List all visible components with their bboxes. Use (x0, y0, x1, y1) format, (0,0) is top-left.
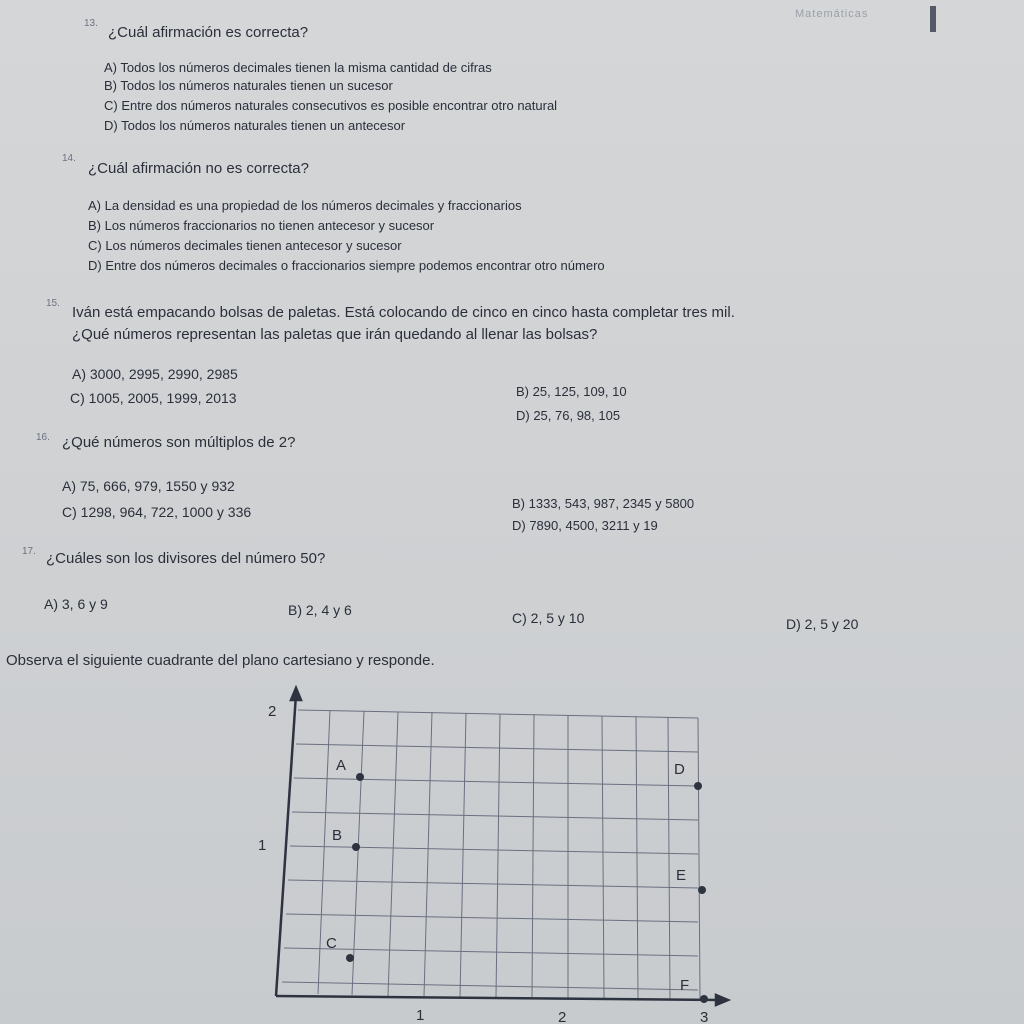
q16-option-d: D) 7890, 4500, 3211 y 19 (512, 518, 658, 533)
q15-stem-line1: Iván está empacando bolsas de paletas. Está colocando de cinco en cinco hasta completar tres mil. (72, 304, 735, 321)
q15-stem-line2: ¿Qué números representan las paletas que irán quedando al llenar las bolsas? (72, 326, 598, 343)
y-label-2: 2 (268, 703, 277, 720)
q17-number: 17. (22, 546, 36, 557)
point-label-e: E (676, 867, 687, 884)
point-b (352, 843, 360, 851)
q17-option-c: C) 2, 5 y 10 (512, 610, 585, 626)
q15-option-c: C) 1005, 2005, 1999, 2013 (70, 390, 237, 406)
q14-stem: ¿Cuál afirmación no es correcta? (88, 160, 309, 177)
point-label-f: F (680, 977, 690, 994)
q13-option-d: D) Todos los números naturales tienen un antecesor (104, 118, 406, 133)
q15-option-d: D) 25, 76, 98, 105 (516, 408, 621, 423)
point-label-b: B (332, 827, 343, 844)
point-f (700, 995, 708, 1003)
axes (276, 688, 728, 1005)
q17-option-b: B) 2, 4 y 6 (288, 602, 352, 618)
header-tag: Matemáticas (795, 8, 869, 20)
y-label-1: 1 (258, 837, 267, 854)
q15-number: 15. (46, 298, 60, 309)
q15-option-a: A) 3000, 2995, 2990, 2985 (72, 366, 238, 382)
q14-option-d: D) Entre dos números decimales o fraccionarios siempre podemos encontrar otro número (88, 258, 605, 273)
x-label-1: 1 (416, 1007, 425, 1024)
q13-option-b: B) Todos los números naturales tienen un sucesor (104, 78, 393, 93)
x-label-2: 2 (558, 1009, 567, 1024)
q13-number: 13. (84, 18, 98, 29)
q13-option-c: C) Entre dos números naturales consecutivos es posible encontrar otro natural (104, 98, 558, 113)
q17-option-a: A) 3, 6 y 9 (44, 596, 108, 612)
point-label-a: A (336, 757, 347, 774)
q16-stem: ¿Qué números son múltiplos de 2? (62, 434, 296, 451)
q14-option-b: B) Los números fraccionarios no tienen antecesor y sucesor (88, 218, 435, 233)
q14-option-a: A) La densidad es una propiedad de los números decimales y fraccionarios (88, 198, 522, 213)
point-label-d: D (674, 761, 685, 778)
point-c (346, 954, 354, 962)
q17-stem: ¿Cuáles son los divisores del número 50? (46, 550, 326, 567)
grid (282, 710, 700, 999)
point-e (698, 886, 706, 894)
q16-option-c: C) 1298, 964, 722, 1000 y 336 (62, 504, 252, 520)
x-label-3: 3 (700, 1009, 709, 1024)
q13-stem: ¿Cuál afirmación es correcta? (108, 24, 309, 41)
q14-number: 14. (62, 153, 76, 164)
point-a (356, 773, 364, 781)
point-d (694, 782, 702, 790)
q15-option-b: B) 25, 125, 109, 10 (516, 384, 627, 399)
q13-option-a: A) Todos los números decimales tienen la misma cantidad de cifras (104, 60, 492, 75)
plane-instruction: Observa el siguiente cuadrante del plano cartesiano y responde. (6, 652, 435, 669)
q17-option-d: D) 2, 5 y 20 (786, 616, 859, 632)
plane-points (326, 757, 708, 1003)
point-label-c: C (326, 935, 337, 952)
q14-option-c: C) Los números decimales tienen antecesor y sucesor (88, 238, 402, 253)
q16-number: 16. (36, 432, 50, 443)
q16-option-b: B) 1333, 543, 987, 2345 y 5800 (512, 496, 695, 511)
q16-option-a: A) 75, 666, 979, 1550 y 932 (62, 478, 235, 494)
